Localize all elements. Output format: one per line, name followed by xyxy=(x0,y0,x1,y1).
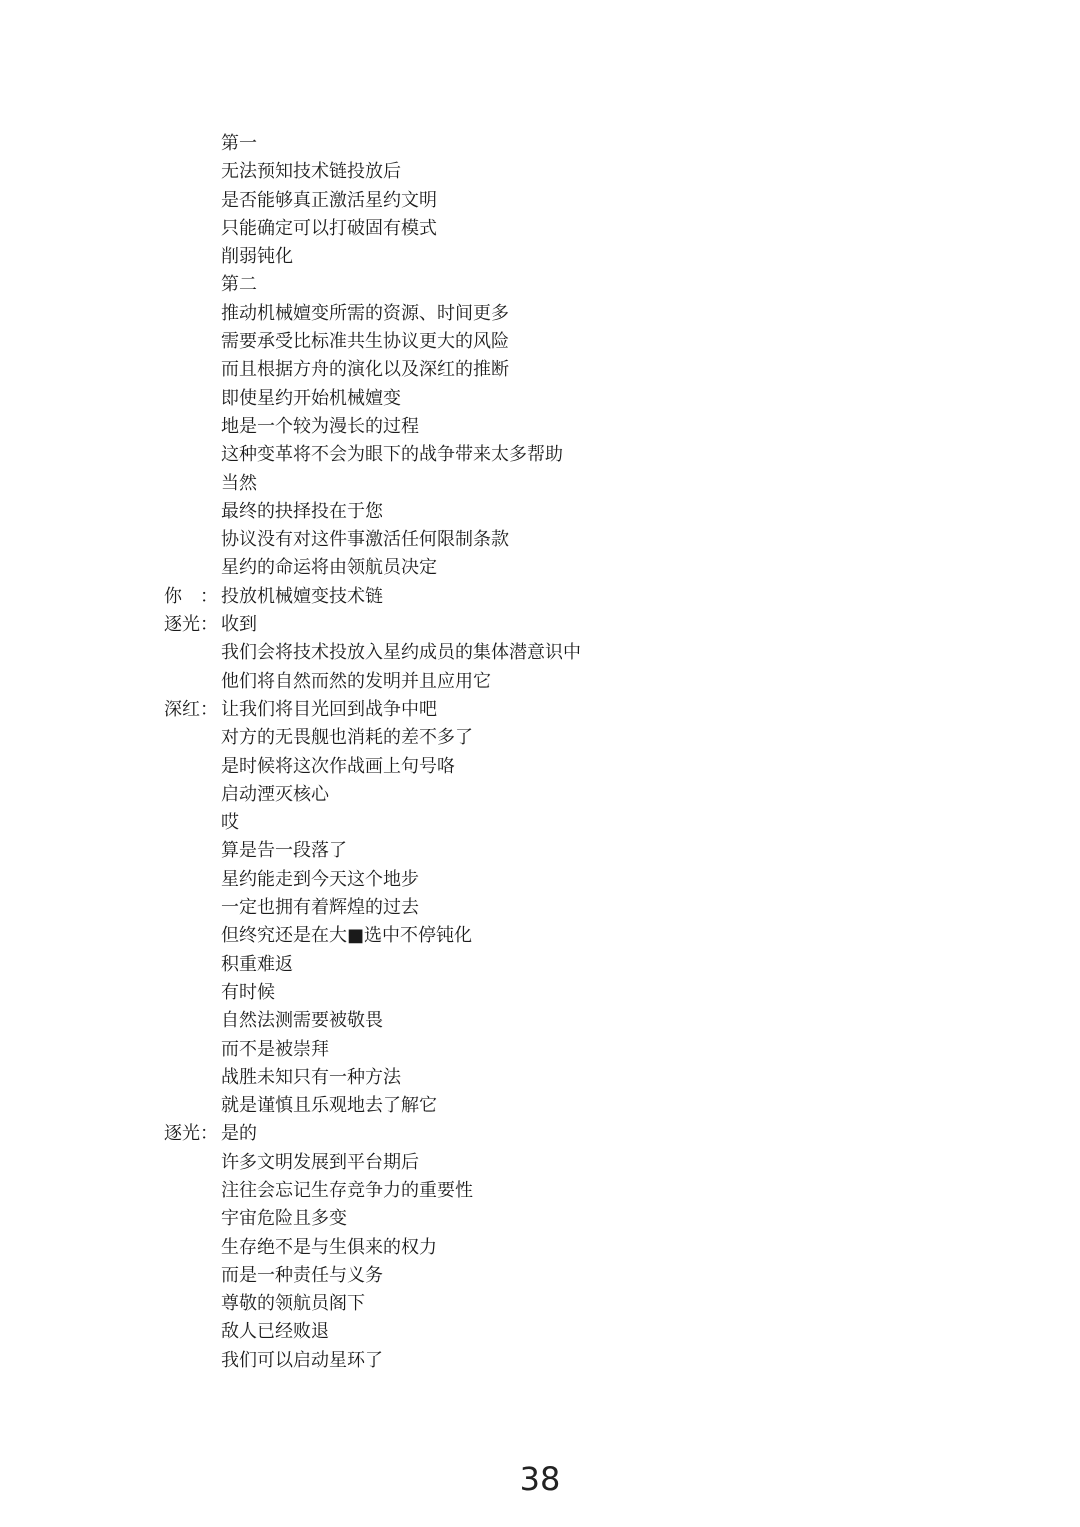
dialogue-line xyxy=(0,328,1080,356)
dialogue-line xyxy=(0,1149,1080,1177)
dialogue-line xyxy=(0,413,1080,441)
line-text: 启动湮灭核心 xyxy=(221,783,329,805)
dialogue-line xyxy=(0,498,1080,526)
dialogue-line xyxy=(0,385,1080,413)
dialogue-line xyxy=(0,668,1080,696)
dialogue-line xyxy=(0,1262,1080,1290)
dialogue-line xyxy=(0,130,1080,158)
line-text: 一定也拥有着辉煌的过去 xyxy=(221,897,419,919)
line-text: 这种变革将不会为眼下的战争带来太多帮助 xyxy=(221,444,563,466)
dialogue-line xyxy=(0,554,1080,582)
line-text: 协议没有对这件事激活任何限制条款 xyxy=(221,529,509,551)
dialogue-lines xyxy=(0,130,1080,1375)
dialogue-line xyxy=(0,1177,1080,1205)
line-text: 而不是被崇拜 xyxy=(221,1038,329,1060)
dialogue-line xyxy=(0,1092,1080,1120)
line-text: 但终究还是在大■选中不停钝化 xyxy=(221,925,473,947)
line-text: 而是一种责任与义务 xyxy=(221,1264,383,1286)
dialogue-line xyxy=(0,724,1080,752)
line-text: 敌人已经败退 xyxy=(221,1321,329,1343)
speaker-label: 你 ： xyxy=(164,585,218,607)
line-text: 有时候 xyxy=(221,981,275,1003)
line-text: 我们会将技术投放入星约成员的集体潜意识中 xyxy=(221,642,581,664)
line-text: 许多文明发展到平台期后 xyxy=(221,1151,419,1173)
dialogue-line xyxy=(0,922,1080,950)
line-text: 地是一个较为漫长的过程 xyxy=(221,415,419,437)
dialogue-line xyxy=(0,1120,1080,1148)
dialogue-line xyxy=(0,979,1080,1007)
line-text: 即使星约开始机械嬗变 xyxy=(221,387,401,409)
dialogue-line xyxy=(0,1064,1080,1092)
line-text: 生存绝不是与生俱来的权力 xyxy=(221,1236,437,1258)
dialogue-line xyxy=(0,611,1080,639)
line-text: 最终的抉择投在于您 xyxy=(221,500,383,522)
dialogue-line xyxy=(0,1205,1080,1233)
line-text: 是的 xyxy=(221,1123,257,1145)
dialogue-line xyxy=(0,271,1080,299)
dialogue-line xyxy=(0,470,1080,498)
line-text: 当然 xyxy=(221,472,257,494)
line-text: 积重难返 xyxy=(221,953,293,975)
dialogue-line xyxy=(0,1347,1080,1375)
line-text: 是否能够真正激活星约文明 xyxy=(221,189,437,211)
line-text: 战胜未知只有一种方法 xyxy=(221,1066,401,1088)
dialogue-line xyxy=(0,215,1080,243)
line-text: 宇宙危险且多变 xyxy=(221,1208,347,1230)
line-text: 我们可以启动星环了 xyxy=(221,1349,383,1371)
dialogue-line xyxy=(0,583,1080,611)
line-text: 收到 xyxy=(221,614,257,636)
line-text: 削弱钝化 xyxy=(221,246,293,268)
line-text: 他们将自然而然的发明并且应用它 xyxy=(221,670,491,692)
dialogue-line xyxy=(0,441,1080,469)
line-text: 第二 xyxy=(221,274,257,296)
dialogue-line xyxy=(0,187,1080,215)
line-text: 无法预知技术链投放后 xyxy=(221,161,401,183)
line-text: 星约能走到今天这个地步 xyxy=(221,868,419,890)
line-text: 注往会忘记生存竞争力的重要性 xyxy=(221,1179,473,1201)
dialogue-line xyxy=(0,1234,1080,1262)
speaker-label: 逐光： xyxy=(164,614,218,636)
dialogue-line xyxy=(0,300,1080,328)
dialogue-line xyxy=(0,809,1080,837)
line-text: 只能确定可以打破固有模式 xyxy=(221,217,437,239)
line-text: 需要承受比标准共生协议更大的风险 xyxy=(221,331,509,353)
line-text: 尊敬的领航员阁下 xyxy=(221,1293,365,1315)
dialogue-line xyxy=(0,1318,1080,1346)
line-text: 让我们将目光回到战争中吧 xyxy=(221,698,437,720)
line-text: 第一 xyxy=(221,133,257,154)
dialogue-line xyxy=(0,526,1080,554)
dialogue-line xyxy=(0,243,1080,271)
line-text: 哎 xyxy=(221,812,239,834)
line-text: 算是告一段落了 xyxy=(221,840,347,862)
dialogue-line xyxy=(0,158,1080,186)
line-text: 推动机械嬗变所需的资源、时间更多 xyxy=(221,302,509,324)
line-text: 就是谨慎且乐观地去了解它 xyxy=(221,1095,437,1117)
dialogue-line xyxy=(0,1007,1080,1035)
dialogue-line xyxy=(0,639,1080,667)
line-text: 而且根据方舟的演化以及深红的推断 xyxy=(221,359,509,381)
dialogue-line xyxy=(0,866,1080,894)
dialogue-line xyxy=(0,696,1080,724)
speaker-label: 逐光： xyxy=(164,1123,218,1145)
dialogue-line xyxy=(0,951,1080,979)
speaker-label: 深红： xyxy=(164,698,218,720)
dialogue-line xyxy=(0,356,1080,384)
page-number: 38 xyxy=(519,1460,561,1498)
line-text: 是时候将这次作战画上句号咯 xyxy=(221,755,455,777)
dialogue-line xyxy=(0,837,1080,865)
line-text: 投放机械嬗变技术链 xyxy=(221,585,383,607)
dialogue-line xyxy=(0,781,1080,809)
line-text: 对方的无畏舰也消耗的差不多了 xyxy=(221,727,473,749)
dialogue-line xyxy=(0,753,1080,781)
line-text: 自然法测需要被敬畏 xyxy=(221,1010,383,1032)
dialogue-line xyxy=(0,1290,1080,1318)
dialogue-line xyxy=(0,894,1080,922)
line-text: 星约的命运将由领航员决定 xyxy=(221,557,437,579)
dialogue-line xyxy=(0,1036,1080,1064)
